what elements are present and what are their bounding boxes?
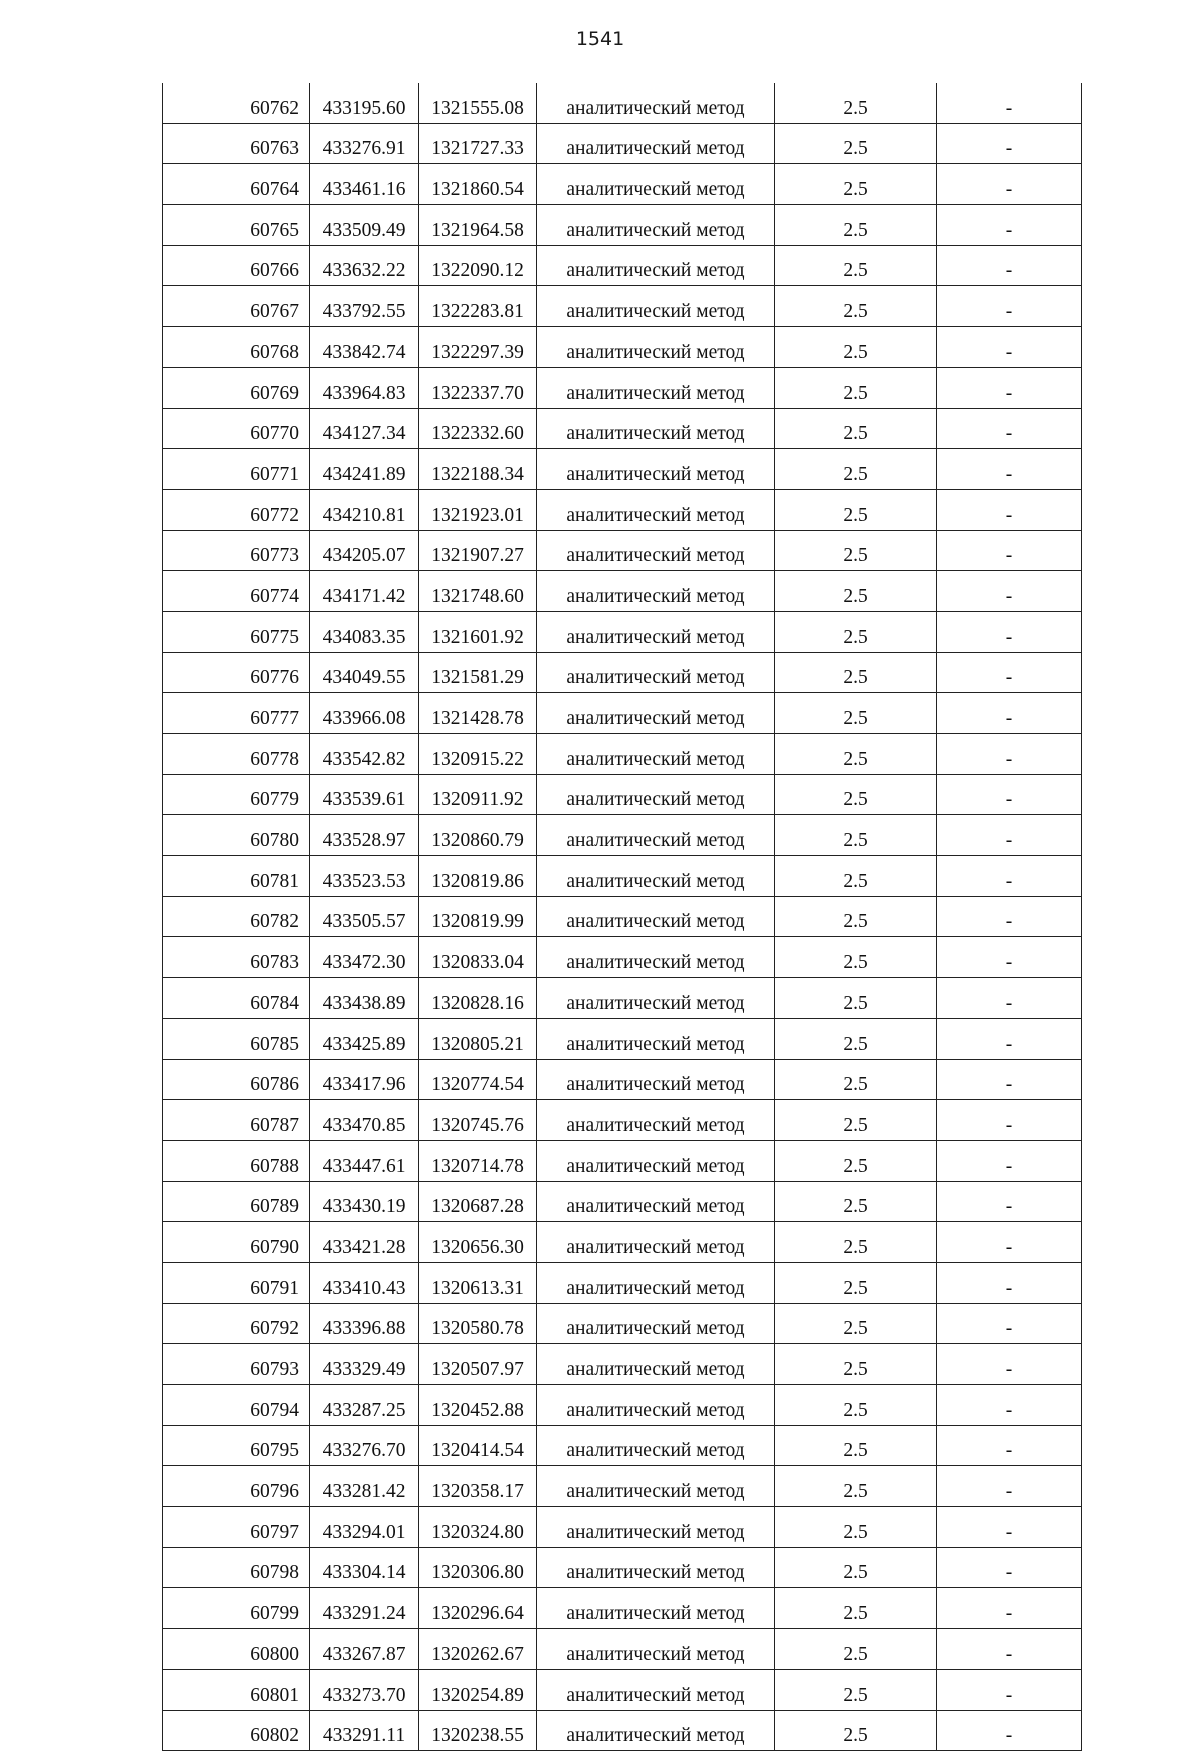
x-coordinate-cell: 433267.87 (310, 1629, 419, 1670)
accuracy-cell: 2.5 (775, 815, 937, 856)
method-cell: аналитический метод (537, 1262, 775, 1303)
accuracy-cell: 2.5 (775, 1507, 937, 1548)
y-coordinate-cell: 1322283.81 (419, 286, 537, 327)
x-coordinate-cell: 433539.61 (310, 774, 419, 815)
accuracy-cell: 2.5 (775, 937, 937, 978)
method-cell: аналитический метод (537, 937, 775, 978)
point-number-cell: 60799 (163, 1588, 310, 1629)
point-number-cell: 60782 (163, 896, 310, 937)
accuracy-cell: 2.5 (775, 611, 937, 652)
x-coordinate-cell: 434171.42 (310, 571, 419, 612)
table-row (163, 1466, 1082, 1507)
y-coordinate-cell: 1320324.80 (419, 1507, 537, 1548)
table-row (163, 408, 1082, 449)
note-cell: - (937, 1303, 1082, 1344)
note-cell: - (937, 734, 1082, 775)
accuracy-cell: 2.5 (775, 1018, 937, 1059)
y-coordinate-cell: 1322332.60 (419, 408, 537, 449)
note-cell: - (937, 1547, 1082, 1588)
note-cell: - (937, 815, 1082, 856)
method-cell: аналитический метод (537, 245, 775, 286)
note-cell: - (937, 896, 1082, 937)
x-coordinate-cell: 433304.14 (310, 1547, 419, 1588)
x-coordinate-cell: 433505.57 (310, 896, 419, 937)
x-coordinate-cell: 433291.24 (310, 1588, 419, 1629)
note-cell: - (937, 1588, 1082, 1629)
accuracy-cell: 2.5 (775, 83, 937, 123)
table-row (163, 1710, 1082, 1751)
accuracy-cell: 2.5 (775, 449, 937, 490)
note-cell: - (937, 327, 1082, 368)
point-number-cell: 60779 (163, 774, 310, 815)
table-row (163, 1181, 1082, 1222)
x-coordinate-cell: 433291.11 (310, 1710, 419, 1751)
accuracy-cell: 2.5 (775, 978, 937, 1019)
x-coordinate-cell: 433417.96 (310, 1059, 419, 1100)
table-row (163, 1669, 1082, 1710)
point-number-cell: 60765 (163, 205, 310, 246)
method-cell: аналитический метод (537, 1425, 775, 1466)
x-coordinate-cell: 433542.82 (310, 734, 419, 775)
point-number-cell: 60772 (163, 489, 310, 530)
note-cell: - (937, 83, 1082, 123)
coordinates-table (162, 83, 1082, 1751)
y-coordinate-cell: 1322297.39 (419, 327, 537, 368)
y-coordinate-cell: 1320238.55 (419, 1710, 537, 1751)
point-number-cell: 60787 (163, 1100, 310, 1141)
method-cell: аналитический метод (537, 408, 775, 449)
method-cell: аналитический метод (537, 774, 775, 815)
point-number-cell: 60784 (163, 978, 310, 1019)
accuracy-cell: 2.5 (775, 245, 937, 286)
accuracy-cell: 2.5 (775, 205, 937, 246)
table-row (163, 286, 1082, 327)
x-coordinate-cell: 433447.61 (310, 1140, 419, 1181)
coordinates-table-body (163, 83, 1082, 1751)
accuracy-cell: 2.5 (775, 896, 937, 937)
table-row (163, 815, 1082, 856)
note-cell: - (937, 1222, 1082, 1263)
method-cell: аналитический метод (537, 286, 775, 327)
point-number-cell: 60768 (163, 327, 310, 368)
x-coordinate-cell: 434083.35 (310, 611, 419, 652)
y-coordinate-cell: 1320828.16 (419, 978, 537, 1019)
table-row (163, 1547, 1082, 1588)
point-number-cell: 60775 (163, 611, 310, 652)
table-row (163, 1303, 1082, 1344)
point-number-cell: 60780 (163, 815, 310, 856)
y-coordinate-cell: 1320860.79 (419, 815, 537, 856)
x-coordinate-cell: 433410.43 (310, 1262, 419, 1303)
method-cell: аналитический метод (537, 1588, 775, 1629)
accuracy-cell: 2.5 (775, 1181, 937, 1222)
x-coordinate-cell: 434127.34 (310, 408, 419, 449)
y-coordinate-cell: 1320915.22 (419, 734, 537, 775)
method-cell: аналитический метод (537, 1547, 775, 1588)
table-row (163, 896, 1082, 937)
method-cell: аналитический метод (537, 1018, 775, 1059)
accuracy-cell: 2.5 (775, 571, 937, 612)
y-coordinate-cell: 1320819.99 (419, 896, 537, 937)
point-number-cell: 60770 (163, 408, 310, 449)
accuracy-cell: 2.5 (775, 1140, 937, 1181)
point-number-cell: 60762 (163, 83, 310, 123)
y-coordinate-cell: 1322188.34 (419, 449, 537, 490)
table-row (163, 164, 1082, 205)
page-number: 1541 (575, 28, 625, 50)
y-coordinate-cell: 1320296.64 (419, 1588, 537, 1629)
y-coordinate-cell: 1320580.78 (419, 1303, 537, 1344)
x-coordinate-cell: 433632.22 (310, 245, 419, 286)
y-coordinate-cell: 1321581.29 (419, 652, 537, 693)
note-cell: - (937, 774, 1082, 815)
accuracy-cell: 2.5 (775, 856, 937, 897)
y-coordinate-cell: 1320714.78 (419, 1140, 537, 1181)
note-cell: - (937, 449, 1082, 490)
point-number-cell: 60789 (163, 1181, 310, 1222)
x-coordinate-cell: 433281.42 (310, 1466, 419, 1507)
accuracy-cell: 2.5 (775, 1222, 937, 1263)
accuracy-cell: 2.5 (775, 1385, 937, 1426)
x-coordinate-cell: 434241.89 (310, 449, 419, 490)
method-cell: аналитический метод (537, 611, 775, 652)
x-coordinate-cell: 433421.28 (310, 1222, 419, 1263)
note-cell: - (937, 1181, 1082, 1222)
method-cell: аналитический метод (537, 1344, 775, 1385)
y-coordinate-cell: 1321860.54 (419, 164, 537, 205)
y-coordinate-cell: 1320745.76 (419, 1100, 537, 1141)
method-cell: аналитический метод (537, 1385, 775, 1426)
x-coordinate-cell: 433430.19 (310, 1181, 419, 1222)
table-row (163, 1385, 1082, 1426)
table-row (163, 489, 1082, 530)
y-coordinate-cell: 1320254.89 (419, 1669, 537, 1710)
note-cell: - (937, 571, 1082, 612)
y-coordinate-cell: 1322090.12 (419, 245, 537, 286)
x-coordinate-cell: 433276.91 (310, 123, 419, 164)
accuracy-cell: 2.5 (775, 1710, 937, 1751)
y-coordinate-cell: 1320656.30 (419, 1222, 537, 1263)
accuracy-cell: 2.5 (775, 1547, 937, 1588)
table-row (163, 1262, 1082, 1303)
x-coordinate-cell: 434205.07 (310, 530, 419, 571)
x-coordinate-cell: 433287.25 (310, 1385, 419, 1426)
note-cell: - (937, 1710, 1082, 1751)
y-coordinate-cell: 1320262.67 (419, 1629, 537, 1670)
method-cell: аналитический метод (537, 978, 775, 1019)
method-cell: аналитический метод (537, 815, 775, 856)
point-number-cell: 60794 (163, 1385, 310, 1426)
method-cell: аналитический метод (537, 693, 775, 734)
note-cell: - (937, 530, 1082, 571)
accuracy-cell: 2.5 (775, 408, 937, 449)
x-coordinate-cell: 433472.30 (310, 937, 419, 978)
table-row (163, 1140, 1082, 1181)
point-number-cell: 60797 (163, 1507, 310, 1548)
accuracy-cell: 2.5 (775, 774, 937, 815)
accuracy-cell: 2.5 (775, 1629, 937, 1670)
note-cell: - (937, 1140, 1082, 1181)
method-cell: аналитический метод (537, 205, 775, 246)
method-cell: аналитический метод (537, 1222, 775, 1263)
note-cell: - (937, 693, 1082, 734)
y-coordinate-cell: 1320774.54 (419, 1059, 537, 1100)
method-cell: аналитический метод (537, 83, 775, 123)
table-row (163, 327, 1082, 368)
table-row (163, 978, 1082, 1019)
table-row (163, 937, 1082, 978)
point-number-cell: 60801 (163, 1669, 310, 1710)
point-number-cell: 60773 (163, 530, 310, 571)
table-row (163, 367, 1082, 408)
x-coordinate-cell: 433470.85 (310, 1100, 419, 1141)
point-number-cell: 60786 (163, 1059, 310, 1100)
x-coordinate-cell: 433523.53 (310, 856, 419, 897)
point-number-cell: 60783 (163, 937, 310, 978)
note-cell: - (937, 1507, 1082, 1548)
point-number-cell: 60790 (163, 1222, 310, 1263)
point-number-cell: 60781 (163, 856, 310, 897)
point-number-cell: 60793 (163, 1344, 310, 1385)
note-cell: - (937, 856, 1082, 897)
note-cell: - (937, 611, 1082, 652)
y-coordinate-cell: 1320358.17 (419, 1466, 537, 1507)
x-coordinate-cell: 433396.88 (310, 1303, 419, 1344)
method-cell: аналитический метод (537, 1466, 775, 1507)
method-cell: аналитический метод (537, 1100, 775, 1141)
y-coordinate-cell: 1321964.58 (419, 205, 537, 246)
y-coordinate-cell: 1320306.80 (419, 1547, 537, 1588)
y-coordinate-cell: 1320833.04 (419, 937, 537, 978)
note-cell: - (937, 489, 1082, 530)
note-cell: - (937, 1344, 1082, 1385)
y-coordinate-cell: 1322337.70 (419, 367, 537, 408)
note-cell: - (937, 1629, 1082, 1670)
table-row (163, 1222, 1082, 1263)
note-cell: - (937, 978, 1082, 1019)
method-cell: аналитический метод (537, 367, 775, 408)
note-cell: - (937, 1669, 1082, 1710)
table-row (163, 123, 1082, 164)
note-cell: - (937, 1262, 1082, 1303)
y-coordinate-cell: 1320613.31 (419, 1262, 537, 1303)
point-number-cell: 60788 (163, 1140, 310, 1181)
method-cell: аналитический метод (537, 1669, 775, 1710)
point-number-cell: 60764 (163, 164, 310, 205)
x-coordinate-cell: 433792.55 (310, 286, 419, 327)
note-cell: - (937, 286, 1082, 327)
note-cell: - (937, 937, 1082, 978)
note-cell: - (937, 205, 1082, 246)
accuracy-cell: 2.5 (775, 734, 937, 775)
y-coordinate-cell: 1320452.88 (419, 1385, 537, 1426)
method-cell: аналитический метод (537, 489, 775, 530)
accuracy-cell: 2.5 (775, 1466, 937, 1507)
y-coordinate-cell: 1321923.01 (419, 489, 537, 530)
accuracy-cell: 2.5 (775, 1344, 937, 1385)
table-row (163, 83, 1082, 123)
point-number-cell: 60771 (163, 449, 310, 490)
method-cell: аналитический метод (537, 1629, 775, 1670)
y-coordinate-cell: 1321907.27 (419, 530, 537, 571)
y-coordinate-cell: 1320687.28 (419, 1181, 537, 1222)
method-cell: аналитический метод (537, 571, 775, 612)
method-cell: аналитический метод (537, 734, 775, 775)
note-cell: - (937, 1059, 1082, 1100)
point-number-cell: 60778 (163, 734, 310, 775)
table-row (163, 205, 1082, 246)
table-row (163, 1507, 1082, 1548)
accuracy-cell: 2.5 (775, 164, 937, 205)
method-cell: аналитический метод (537, 1059, 775, 1100)
note-cell: - (937, 1018, 1082, 1059)
point-number-cell: 60785 (163, 1018, 310, 1059)
note-cell: - (937, 1425, 1082, 1466)
method-cell: аналитический метод (537, 123, 775, 164)
method-cell: аналитический метод (537, 1140, 775, 1181)
y-coordinate-cell: 1320507.97 (419, 1344, 537, 1385)
note-cell: - (937, 245, 1082, 286)
table-row (163, 856, 1082, 897)
method-cell: аналитический метод (537, 1181, 775, 1222)
accuracy-cell: 2.5 (775, 489, 937, 530)
method-cell: аналитический метод (537, 164, 775, 205)
method-cell: аналитический метод (537, 327, 775, 368)
table-row (163, 1588, 1082, 1629)
x-coordinate-cell: 433438.89 (310, 978, 419, 1019)
note-cell: - (937, 652, 1082, 693)
note-cell: - (937, 1466, 1082, 1507)
y-coordinate-cell: 1320414.54 (419, 1425, 537, 1466)
x-coordinate-cell: 433329.49 (310, 1344, 419, 1385)
note-cell: - (937, 408, 1082, 449)
x-coordinate-cell: 433509.49 (310, 205, 419, 246)
table-row (163, 1629, 1082, 1670)
y-coordinate-cell: 1320911.92 (419, 774, 537, 815)
accuracy-cell: 2.5 (775, 286, 937, 327)
accuracy-cell: 2.5 (775, 1425, 937, 1466)
table-row (163, 693, 1082, 734)
table-row (163, 1059, 1082, 1100)
x-coordinate-cell: 433964.83 (310, 367, 419, 408)
y-coordinate-cell: 1320805.21 (419, 1018, 537, 1059)
accuracy-cell: 2.5 (775, 1059, 937, 1100)
accuracy-cell: 2.5 (775, 652, 937, 693)
x-coordinate-cell: 433528.97 (310, 815, 419, 856)
accuracy-cell: 2.5 (775, 530, 937, 571)
method-cell: аналитический метод (537, 530, 775, 571)
table-row (163, 1100, 1082, 1141)
point-number-cell: 60763 (163, 123, 310, 164)
accuracy-cell: 2.5 (775, 367, 937, 408)
point-number-cell: 60800 (163, 1629, 310, 1670)
point-number-cell: 60791 (163, 1262, 310, 1303)
point-number-cell: 60796 (163, 1466, 310, 1507)
x-coordinate-cell: 433294.01 (310, 1507, 419, 1548)
table-row (163, 1344, 1082, 1385)
point-number-cell: 60769 (163, 367, 310, 408)
table-row (163, 734, 1082, 775)
x-coordinate-cell: 433273.70 (310, 1669, 419, 1710)
point-number-cell: 60802 (163, 1710, 310, 1751)
point-number-cell: 60777 (163, 693, 310, 734)
table-row (163, 611, 1082, 652)
y-coordinate-cell: 1321428.78 (419, 693, 537, 734)
method-cell: аналитический метод (537, 896, 775, 937)
point-number-cell: 60795 (163, 1425, 310, 1466)
method-cell: аналитический метод (537, 1710, 775, 1751)
x-coordinate-cell: 433425.89 (310, 1018, 419, 1059)
table-row (163, 652, 1082, 693)
accuracy-cell: 2.5 (775, 1262, 937, 1303)
point-number-cell: 60767 (163, 286, 310, 327)
note-cell: - (937, 367, 1082, 408)
accuracy-cell: 2.5 (775, 1303, 937, 1344)
y-coordinate-cell: 1320819.86 (419, 856, 537, 897)
method-cell: аналитический метод (537, 856, 775, 897)
y-coordinate-cell: 1321748.60 (419, 571, 537, 612)
point-number-cell: 60766 (163, 245, 310, 286)
point-number-cell: 60776 (163, 652, 310, 693)
method-cell: аналитический метод (537, 1507, 775, 1548)
accuracy-cell: 2.5 (775, 1588, 937, 1629)
method-cell: аналитический метод (537, 449, 775, 490)
table-row (163, 449, 1082, 490)
x-coordinate-cell: 433842.74 (310, 327, 419, 368)
point-number-cell: 60792 (163, 1303, 310, 1344)
method-cell: аналитический метод (537, 652, 775, 693)
y-coordinate-cell: 1321555.08 (419, 83, 537, 123)
table-row (163, 1018, 1082, 1059)
x-coordinate-cell: 434210.81 (310, 489, 419, 530)
accuracy-cell: 2.5 (775, 1669, 937, 1710)
y-coordinate-cell: 1321601.92 (419, 611, 537, 652)
note-cell: - (937, 1385, 1082, 1426)
x-coordinate-cell: 433966.08 (310, 693, 419, 734)
accuracy-cell: 2.5 (775, 123, 937, 164)
method-cell: аналитический метод (537, 1303, 775, 1344)
table-row (163, 245, 1082, 286)
accuracy-cell: 2.5 (775, 327, 937, 368)
table-row (163, 1425, 1082, 1466)
x-coordinate-cell: 433276.70 (310, 1425, 419, 1466)
table-row (163, 530, 1082, 571)
table-row (163, 571, 1082, 612)
note-cell: - (937, 123, 1082, 164)
x-coordinate-cell: 434049.55 (310, 652, 419, 693)
point-number-cell: 60798 (163, 1547, 310, 1588)
note-cell: - (937, 164, 1082, 205)
table-row (163, 774, 1082, 815)
y-coordinate-cell: 1321727.33 (419, 123, 537, 164)
accuracy-cell: 2.5 (775, 693, 937, 734)
note-cell: - (937, 1100, 1082, 1141)
accuracy-cell: 2.5 (775, 1100, 937, 1141)
x-coordinate-cell: 433461.16 (310, 164, 419, 205)
x-coordinate-cell: 433195.60 (310, 83, 419, 123)
point-number-cell: 60774 (163, 571, 310, 612)
